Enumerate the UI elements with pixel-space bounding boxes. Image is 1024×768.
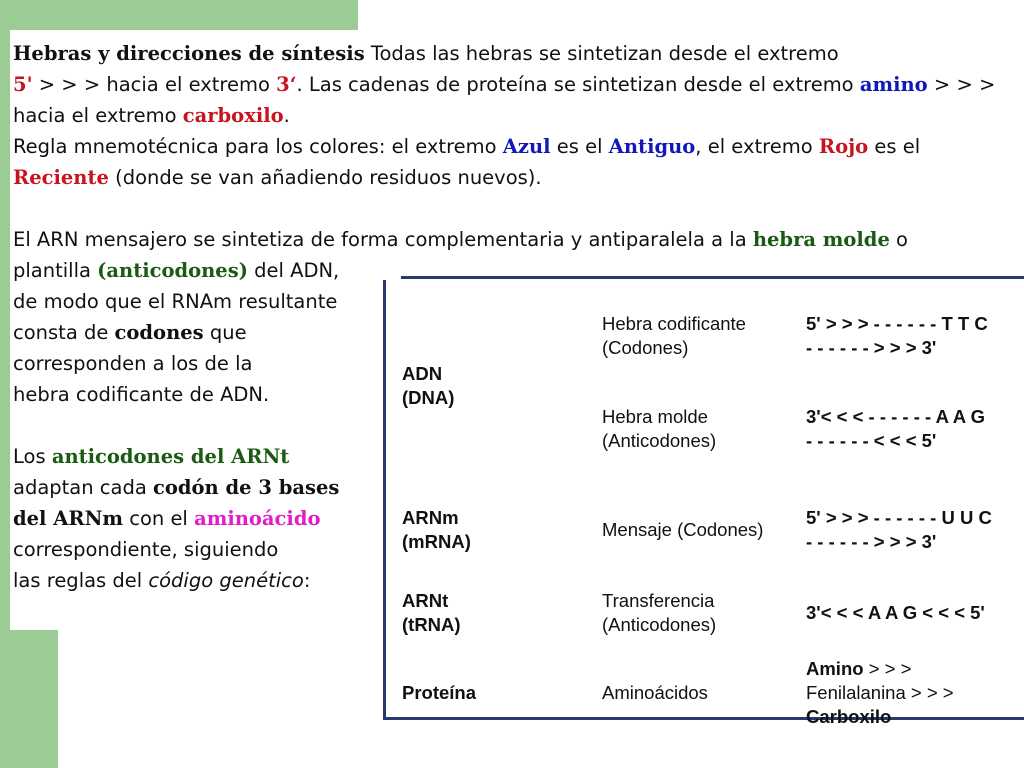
cell: Hebra codificante (Codones) — [602, 313, 746, 358]
adn-label: ADN (DNA) — [402, 363, 455, 408]
para4-line2: adaptan cada codón de 3 bases — [13, 476, 340, 499]
cell: Amino > > > Fenilalanina > > > Carboxilo — [806, 658, 954, 727]
para4-line5: las reglas del código genético: — [13, 569, 311, 592]
para3-line2: plantilla (anticodones) del ADN, — [13, 259, 340, 282]
spacer — [13, 193, 1021, 224]
proteina-label: Proteína — [402, 682, 477, 703]
table-row — [402, 293, 992, 379]
para4-line1: Los anticodones del ARNt — [13, 445, 290, 468]
cell: Transferencia (Anticodones) — [602, 590, 717, 635]
arnm-label: ARNm (mRNA) — [402, 507, 471, 552]
table-row — [402, 581, 992, 645]
decorative-green-bar-left — [0, 30, 10, 630]
para4-line4: correspondiente, siguiendo — [13, 538, 279, 561]
para1-line1: Hebras y direcciones de síntesis Todas las hebras se sintetizan desde el extremo — [13, 42, 839, 65]
para3-line6: hebra codificante de ADN. — [13, 383, 270, 406]
cell: 5' > > > - - - - - - T T C - - - - - - > > > 3' — [806, 313, 988, 358]
decorative-green-bar-bottom — [0, 630, 58, 768]
para3-line4: consta de codones que — [13, 321, 247, 344]
para2-line1: Regla mnemotécnica para los colores: el extremo Azul es el Antiguo, el extremo Rojo es el — [13, 135, 921, 158]
para1-line3: hacia el extremo carboxilo. — [13, 104, 290, 127]
cell: Hebra molde (Anticodones) — [602, 406, 717, 451]
decorative-green-bar-top — [0, 0, 358, 30]
table-row — [402, 479, 992, 581]
para1-line2: 5' > > > hacia el extremo 3‘. Las cadenas de proteína se sintetizan desde el extremo amino > > > — [13, 73, 996, 96]
table-row — [402, 645, 992, 741]
cell: Aminoácidos — [602, 682, 708, 703]
bracket-gap — [383, 270, 401, 280]
cell: 5' > > > - - - - - - U U C - - - - - - > > > 3' — [806, 507, 992, 552]
cell: 3'< < < - - - - - - A A G - - - - - - < < < 5' — [806, 406, 985, 451]
para1-heading: Hebras y direcciones de síntesis — [13, 42, 365, 65]
para3-line1: El ARN mensajero se sintetiza de forma complementaria y antiparalela a la hebra molde o — [13, 228, 908, 251]
para2-line2: Reciente (donde se van añadiendo residuos nuevos). — [13, 166, 542, 189]
para3-line3: de modo que el RNAm resultante — [13, 290, 338, 313]
para4-line3: del ARNm con el aminoácido — [13, 507, 321, 530]
para3-line5: corresponden a los de la — [13, 352, 253, 375]
cell: 3'< < < A A G < < < 5' — [806, 602, 985, 623]
genetic-flow-table — [402, 293, 992, 741]
cell: Mensaje (Codones) — [602, 519, 764, 540]
bracket-right-tick — [1007, 276, 1024, 279]
arnt-label: ARNt (tRNA) — [402, 590, 461, 635]
